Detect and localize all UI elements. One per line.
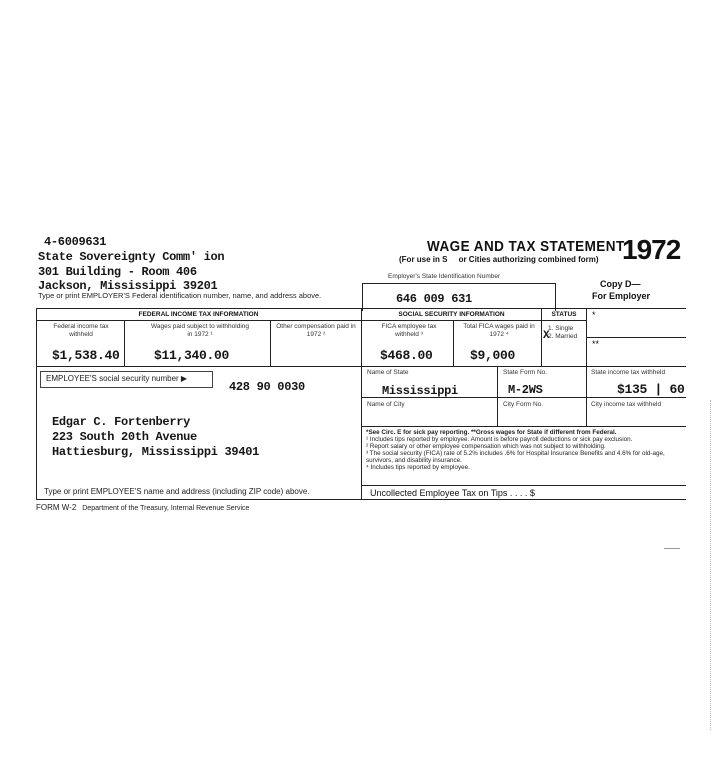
- form-year: 1972: [622, 234, 681, 265]
- federal-other-label: Other compensation paid in 1972 ²: [276, 323, 356, 338]
- form-subtitle: (For use in S or Cities authorizing combined form): [399, 255, 599, 264]
- employer-address-line1: 301 Building - Room 406: [38, 265, 197, 279]
- status-heading: STATUS: [551, 311, 577, 318]
- note-5: ⁴ Includes tips reported by employee.: [366, 464, 470, 471]
- employee-address-line2: Hattiesburg, Mississippi 39401: [52, 445, 260, 459]
- federal-wages-label: Wages paid subject to withholding in 1972 ¹: [150, 323, 250, 338]
- status-star2: **: [592, 339, 600, 349]
- form-title: WAGE AND TAX STATEMENT: [427, 238, 625, 255]
- employee-name: Edgar C. Fortenberry: [52, 415, 191, 429]
- city-name-label: Name of City: [367, 401, 405, 408]
- fica-withheld-value: $468.00: [380, 348, 433, 363]
- state-form-label: State Form No.: [503, 369, 548, 376]
- note-4: ³ The social security (FICA) rate of 5.2% includes .6% for Hospital Insurance Benefits and 4.6% for old-age, survivors, and disability insurance.: [366, 450, 665, 464]
- fica-wages-label: Total FICA wages paid in 1972 ⁴: [463, 323, 535, 338]
- state-form-value: M-2WS: [508, 383, 543, 397]
- employer-caption: Type or print EMPLOYER'S Federal identification number, name, and address above.: [38, 291, 322, 300]
- state-id-value: 646 009 631: [396, 292, 472, 306]
- scan-dash: [664, 548, 680, 549]
- status-single: 1. Single: [548, 325, 574, 332]
- ssn-value: 428 90 0030: [229, 380, 305, 394]
- rule-state-2: [586, 366, 587, 426]
- note-3: ² Report salary or other employee compensation which was not subject to withholding.: [366, 443, 606, 450]
- rule-left: [36, 308, 37, 500]
- fica-withheld-label: FICA employee tax withheld ³: [381, 323, 437, 338]
- state-tax-value: $135 | 60: [617, 382, 685, 397]
- employer-id: 4-6009631: [44, 235, 107, 249]
- employer-name: State Sovereignty Comm' ion: [38, 250, 225, 264]
- rule-city-row: [362, 426, 686, 427]
- employee-address-line1: 223 South 20th Avenue: [52, 430, 197, 444]
- state-tax-label: State income tax withheld: [591, 369, 666, 376]
- federal-wages-value: $11,340.00: [154, 348, 230, 363]
- rule-fed-2: [270, 320, 271, 366]
- rule-ss-1: [453, 320, 454, 366]
- rule-fed-1: [124, 320, 125, 366]
- copy-label: Copy D—: [600, 279, 641, 289]
- rule-tips: [362, 485, 686, 486]
- federal-withheld-label: Federal income tax withheld: [53, 323, 109, 338]
- rule-mid: [361, 308, 362, 500]
- ssn-label: EMPLOYEE'S social security number ▶: [46, 374, 188, 383]
- fica-wages-value: $9,000: [470, 348, 516, 363]
- status-mark: X: [543, 330, 550, 342]
- employer-address-line2: Jackson, Mississippi 39201: [38, 279, 218, 293]
- federal-withheld-value: $1,538.40: [52, 348, 120, 363]
- scan-dots: [710, 400, 712, 730]
- status-star1: *: [592, 310, 596, 320]
- note-2: ¹ Includes tips reported by employee. Amount is before payroll deductions or sick pay exclusion.: [366, 436, 633, 443]
- state-id-label: Employer's State Identification Number: [388, 273, 501, 280]
- notes: [366, 429, 686, 471]
- federal-heading: FEDERAL INCOME TAX INFORMATION: [138, 311, 259, 318]
- tips-label: Uncollected Employee Tax on Tips . . . . $: [370, 488, 535, 498]
- employee-caption: Type or print EMPLOYEE'S name and address (including ZIP code) above.: [44, 487, 310, 496]
- footer: [36, 503, 249, 512]
- city-tax-label: City income tax withheld: [591, 401, 662, 408]
- state-name-value: Mississippi: [382, 384, 458, 398]
- state-name-label: Name of State: [367, 369, 409, 376]
- status-married: 2. Married: [548, 333, 578, 340]
- ss-heading: SOCIAL SECURITY INFORMATION: [398, 311, 505, 318]
- footer-dept: Department of the Treasury, Internal Revenue Service: [82, 505, 250, 512]
- rule-state-1: [497, 366, 498, 426]
- rule-status-mid: [587, 337, 686, 338]
- copy-for: For Employer: [592, 291, 651, 301]
- rule-subheading: [36, 320, 586, 321]
- footer-form: FORM W-2: [36, 503, 77, 512]
- note-1: *See Circ. E for sick pay reporting. **Gross wages for State if different from Federal.: [366, 429, 617, 436]
- city-form-label: City Form No.: [503, 401, 544, 408]
